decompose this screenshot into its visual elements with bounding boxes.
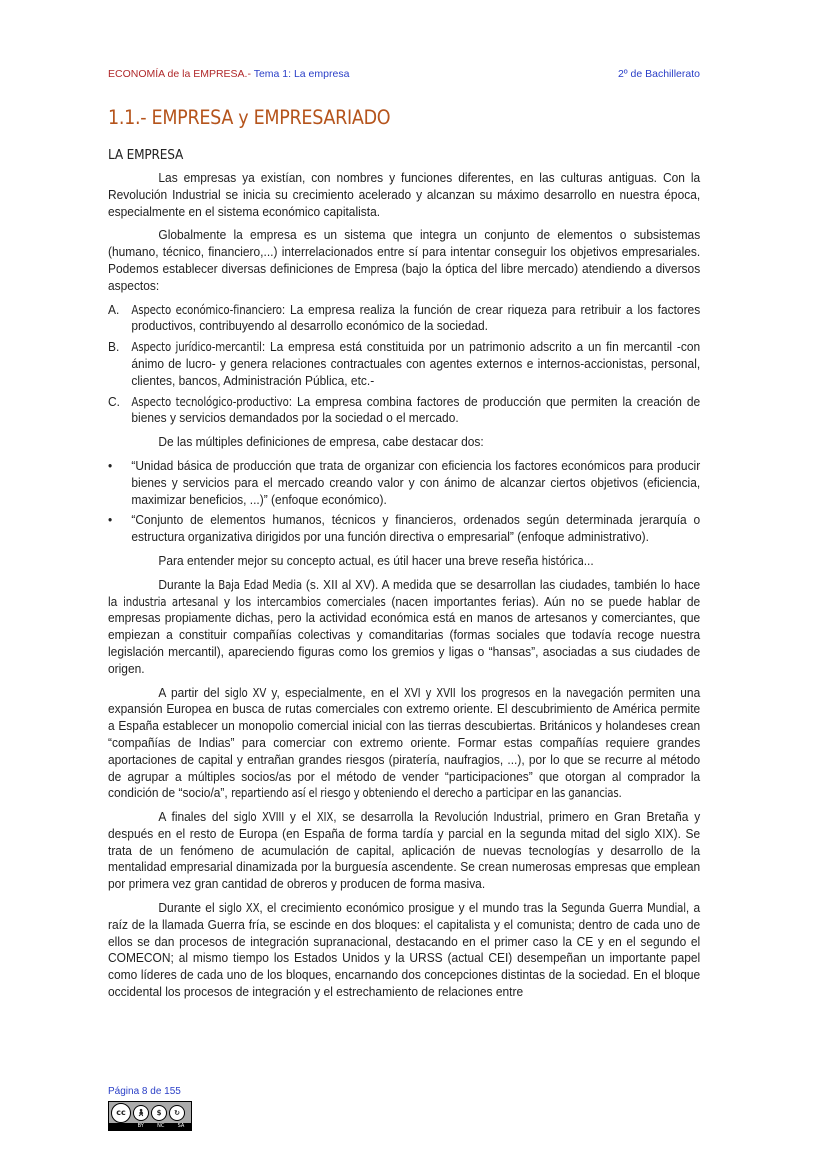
paragraph-system bbox=[108, 227, 700, 294]
paragraph-twentieth-century bbox=[108, 900, 700, 1001]
definition-text: “Conjunto de elementos humanos, técnicos y financieros, ordenados según determinada jerarquía o estructura organizativa dirigidos por una función directiva o empresarial” (enfoque administrativo). bbox=[131, 512, 701, 545]
text: A partir del bbox=[158, 684, 225, 700]
list-marker: A. bbox=[108, 301, 120, 317]
cc-label-sa: SA bbox=[177, 1123, 185, 1129]
text: A finales del bbox=[158, 809, 234, 825]
emphasis: Empresa bbox=[354, 260, 398, 276]
header-course: 2º de Bachillerato bbox=[617, 68, 700, 80]
subsection-title: LA EMPRESA bbox=[108, 147, 184, 163]
text: Durante el bbox=[158, 900, 219, 916]
list-item bbox=[108, 302, 700, 336]
cc-icons bbox=[109, 1102, 191, 1121]
paragraph-intro: Las empresas ya existían, con nombres y funciones diferentes, en las culturas antiguas. Con la Revolución Industrial se inicia su crecimiento acelerado y alcanzan su máximo desarrollo en nuestra época, especialmente en el sistema económico capitalista. bbox=[108, 170, 701, 219]
emphasis: Baja Edad Media bbox=[218, 576, 302, 592]
emphasis: XIX bbox=[316, 809, 334, 825]
emphasis: intercambios comerciales bbox=[256, 593, 386, 609]
bullet-icon: • bbox=[108, 457, 113, 473]
paragraph-history-intro bbox=[108, 553, 700, 570]
list-item bbox=[108, 512, 700, 546]
attribution-icon: 🚶︎ bbox=[133, 1105, 149, 1121]
emphasis: XVI y XVII bbox=[404, 684, 456, 700]
page-header bbox=[108, 68, 700, 80]
aspect-text: : La empresa combina factores de producción que permiten la creación de bienes y servicios demandados por la sociedad o el mercado. bbox=[131, 393, 701, 426]
text: . bbox=[618, 785, 622, 801]
aspect-text: : La empresa realiza la función de crear riqueza para retribuir a los factores productivos, contribuyendo al desarrollo económico de la sociedad. bbox=[131, 301, 701, 334]
list-item bbox=[108, 394, 700, 428]
emphasis: Segunda Guerra Mundial bbox=[561, 900, 686, 916]
creative-commons-badge bbox=[108, 1101, 192, 1131]
text: ... bbox=[583, 552, 594, 568]
text: y, especialmente, en el bbox=[266, 684, 405, 700]
noncommercial-icon: $ bbox=[151, 1105, 167, 1121]
page-number: Página 8 de 155 bbox=[108, 1086, 181, 1097]
emphasis: Revolución Industrial bbox=[434, 809, 540, 825]
aspect-term: Aspecto tecnológico-productivo bbox=[131, 393, 289, 409]
emphasis: histórica bbox=[541, 552, 584, 568]
emphasis: siglo XVIII bbox=[233, 809, 285, 825]
list-item bbox=[108, 339, 700, 389]
text: Durante la bbox=[158, 576, 219, 592]
definition-text: “Unidad básica de producción que trata de organizar con eficiencia los factores económicos para producir bienes y servicios para el mercado creando valor y con ánimo de alcanzar ciertos objetivos (eficiencia, maximizar beneficios, ...)” (enfoque económico). bbox=[131, 457, 701, 507]
section-title: 1.1.- EMPRESA y EMPRESARIADO bbox=[108, 106, 391, 129]
text: y los bbox=[218, 593, 257, 609]
emphasis: industria artesanal bbox=[123, 593, 219, 609]
definitions-list bbox=[108, 458, 700, 546]
bullet-icon: • bbox=[108, 512, 113, 528]
text: (bajo la óptica del libre mercado) atendiendo a diversos aspectos: bbox=[108, 260, 701, 293]
aspect-text: : La empresa está constituida por un patrimonio adscrito a un fin mercantil -con ánimo de lucro- y genera relaciones contractuales con agentes externos e internos-accionistas, personal, clientes, bancos, Administración Pública, etc.- bbox=[131, 339, 701, 388]
sharealike-icon: ↻ bbox=[169, 1105, 185, 1121]
paragraph-industrial-revolution bbox=[108, 809, 700, 893]
cc-labels bbox=[109, 1123, 191, 1130]
aspect-term: Aspecto económico-financiero bbox=[131, 301, 282, 317]
aspects-list bbox=[108, 302, 700, 428]
cc-label-nc: NC bbox=[157, 1123, 165, 1129]
text: (s. XII al XV). A medida que se desarrollan las ciudades, también lo hace la bbox=[108, 576, 701, 609]
header-subject: ECONOMÍA de la EMPRESA.- bbox=[108, 68, 251, 80]
cc-icon: cc bbox=[111, 1103, 131, 1123]
text: , a raíz de la llamada Guerra fría, se escinde en dos bloques: el capitalista y el comunista; dentro de cada uno de ellos se dan procesos de integración supranacional, destacando en el primer caso la CE y en el segundo el COMECON; al mismo tiempo los Estados Unidos y la URSS (actual CEI) desempeñan un importante papel como líderes de cada uno de los bloques, encarnando dos concepciones distintas de la sociedad. En el bloque occidental los procesos de integración y el estrechamiento de relaciones entre bbox=[108, 900, 701, 1000]
paragraph-navigation bbox=[108, 685, 700, 803]
text: los bbox=[455, 684, 482, 700]
text: Para entender mejor su concepto actual, es útil hacer una breve reseña bbox=[158, 552, 542, 568]
emphasis: siglo XV bbox=[224, 684, 267, 700]
text: (nacen importantes ferias). Aún no se puede hablar de empresas propiamente dichas, pero la actividad económica está en manos de artesanos y comerciantes, que empiezan a constituir compañías colectivas y comanditarias (formas sociales que todavía recoge nuestra legislación mercantil), apareciendo figuras como los gremios y ligas o “hansas”, asociadas a sus ciudades de origen. bbox=[108, 593, 701, 676]
list-item bbox=[108, 458, 700, 508]
text: Globalmente la empresa es un sistema que integra un conjunto de elementos o subsistemas (humano, técnico, financiero,...) interrelacionados entre sí para intentar conseguir los objetivos empresariales. Podemos establecer diversas definiciones de bbox=[108, 227, 701, 276]
paragraph-definitions-intro: De las múltiples definiciones de empresa, cabe destacar dos: bbox=[158, 434, 484, 450]
cc-label-by: BY bbox=[137, 1123, 144, 1129]
text: , primero en Gran Bretaña y después en el resto de Europa (en España de forma tardía y parcial en la segunda mitad del siglo XIX). Se trata de un fenómeno de acumulación de capital, aplicación de nuevas tecnologías y desarrollo de la mentalidad empresarial dinamizada por la burguesía ascendente. Se crean numerosas empresas que emplean por primera vez gran cantidad de obreros y producen de forma masiva. bbox=[108, 809, 701, 892]
text: , el crecimiento económico prosigue y el mundo tras la bbox=[259, 900, 562, 916]
header-topic: Tema 1: La empresa bbox=[250, 68, 350, 80]
text: y el bbox=[284, 809, 317, 825]
paragraph-middle-ages bbox=[108, 577, 700, 678]
aspect-term: Aspecto jurídico-mercantil bbox=[131, 339, 262, 355]
document-body bbox=[108, 170, 700, 1008]
list-marker: C. bbox=[108, 393, 120, 409]
emphasis: repartiendo así el riesgo y obteniendo el derecho a participar en las ganancias bbox=[231, 785, 619, 801]
header-left bbox=[108, 68, 349, 80]
emphasis: siglo XX bbox=[218, 900, 260, 916]
list-marker: B. bbox=[108, 339, 120, 355]
text: , se desarrolla la bbox=[333, 809, 435, 825]
emphasis: progresos en la navegación bbox=[481, 684, 624, 700]
text: permiten una expansión Europea en busca de rutas comerciales con extremo oriente. El descubrimiento de América permite a España establecer un monopolio comercial inicial con las tierras descubiertas. Británicos y holandeses crean “compañías de Indias” para comerciar con extremo oriente. Formar estas compañías requiere grandes aportaciones de capital y entrañan grandes riesgos (piratería, naufragios, ...), por lo que se recurre al método de agrupar a múltiples socios/as por el método de vender “participaciones” que otorgan al comprador la condición de “socio/a”, bbox=[108, 684, 701, 801]
